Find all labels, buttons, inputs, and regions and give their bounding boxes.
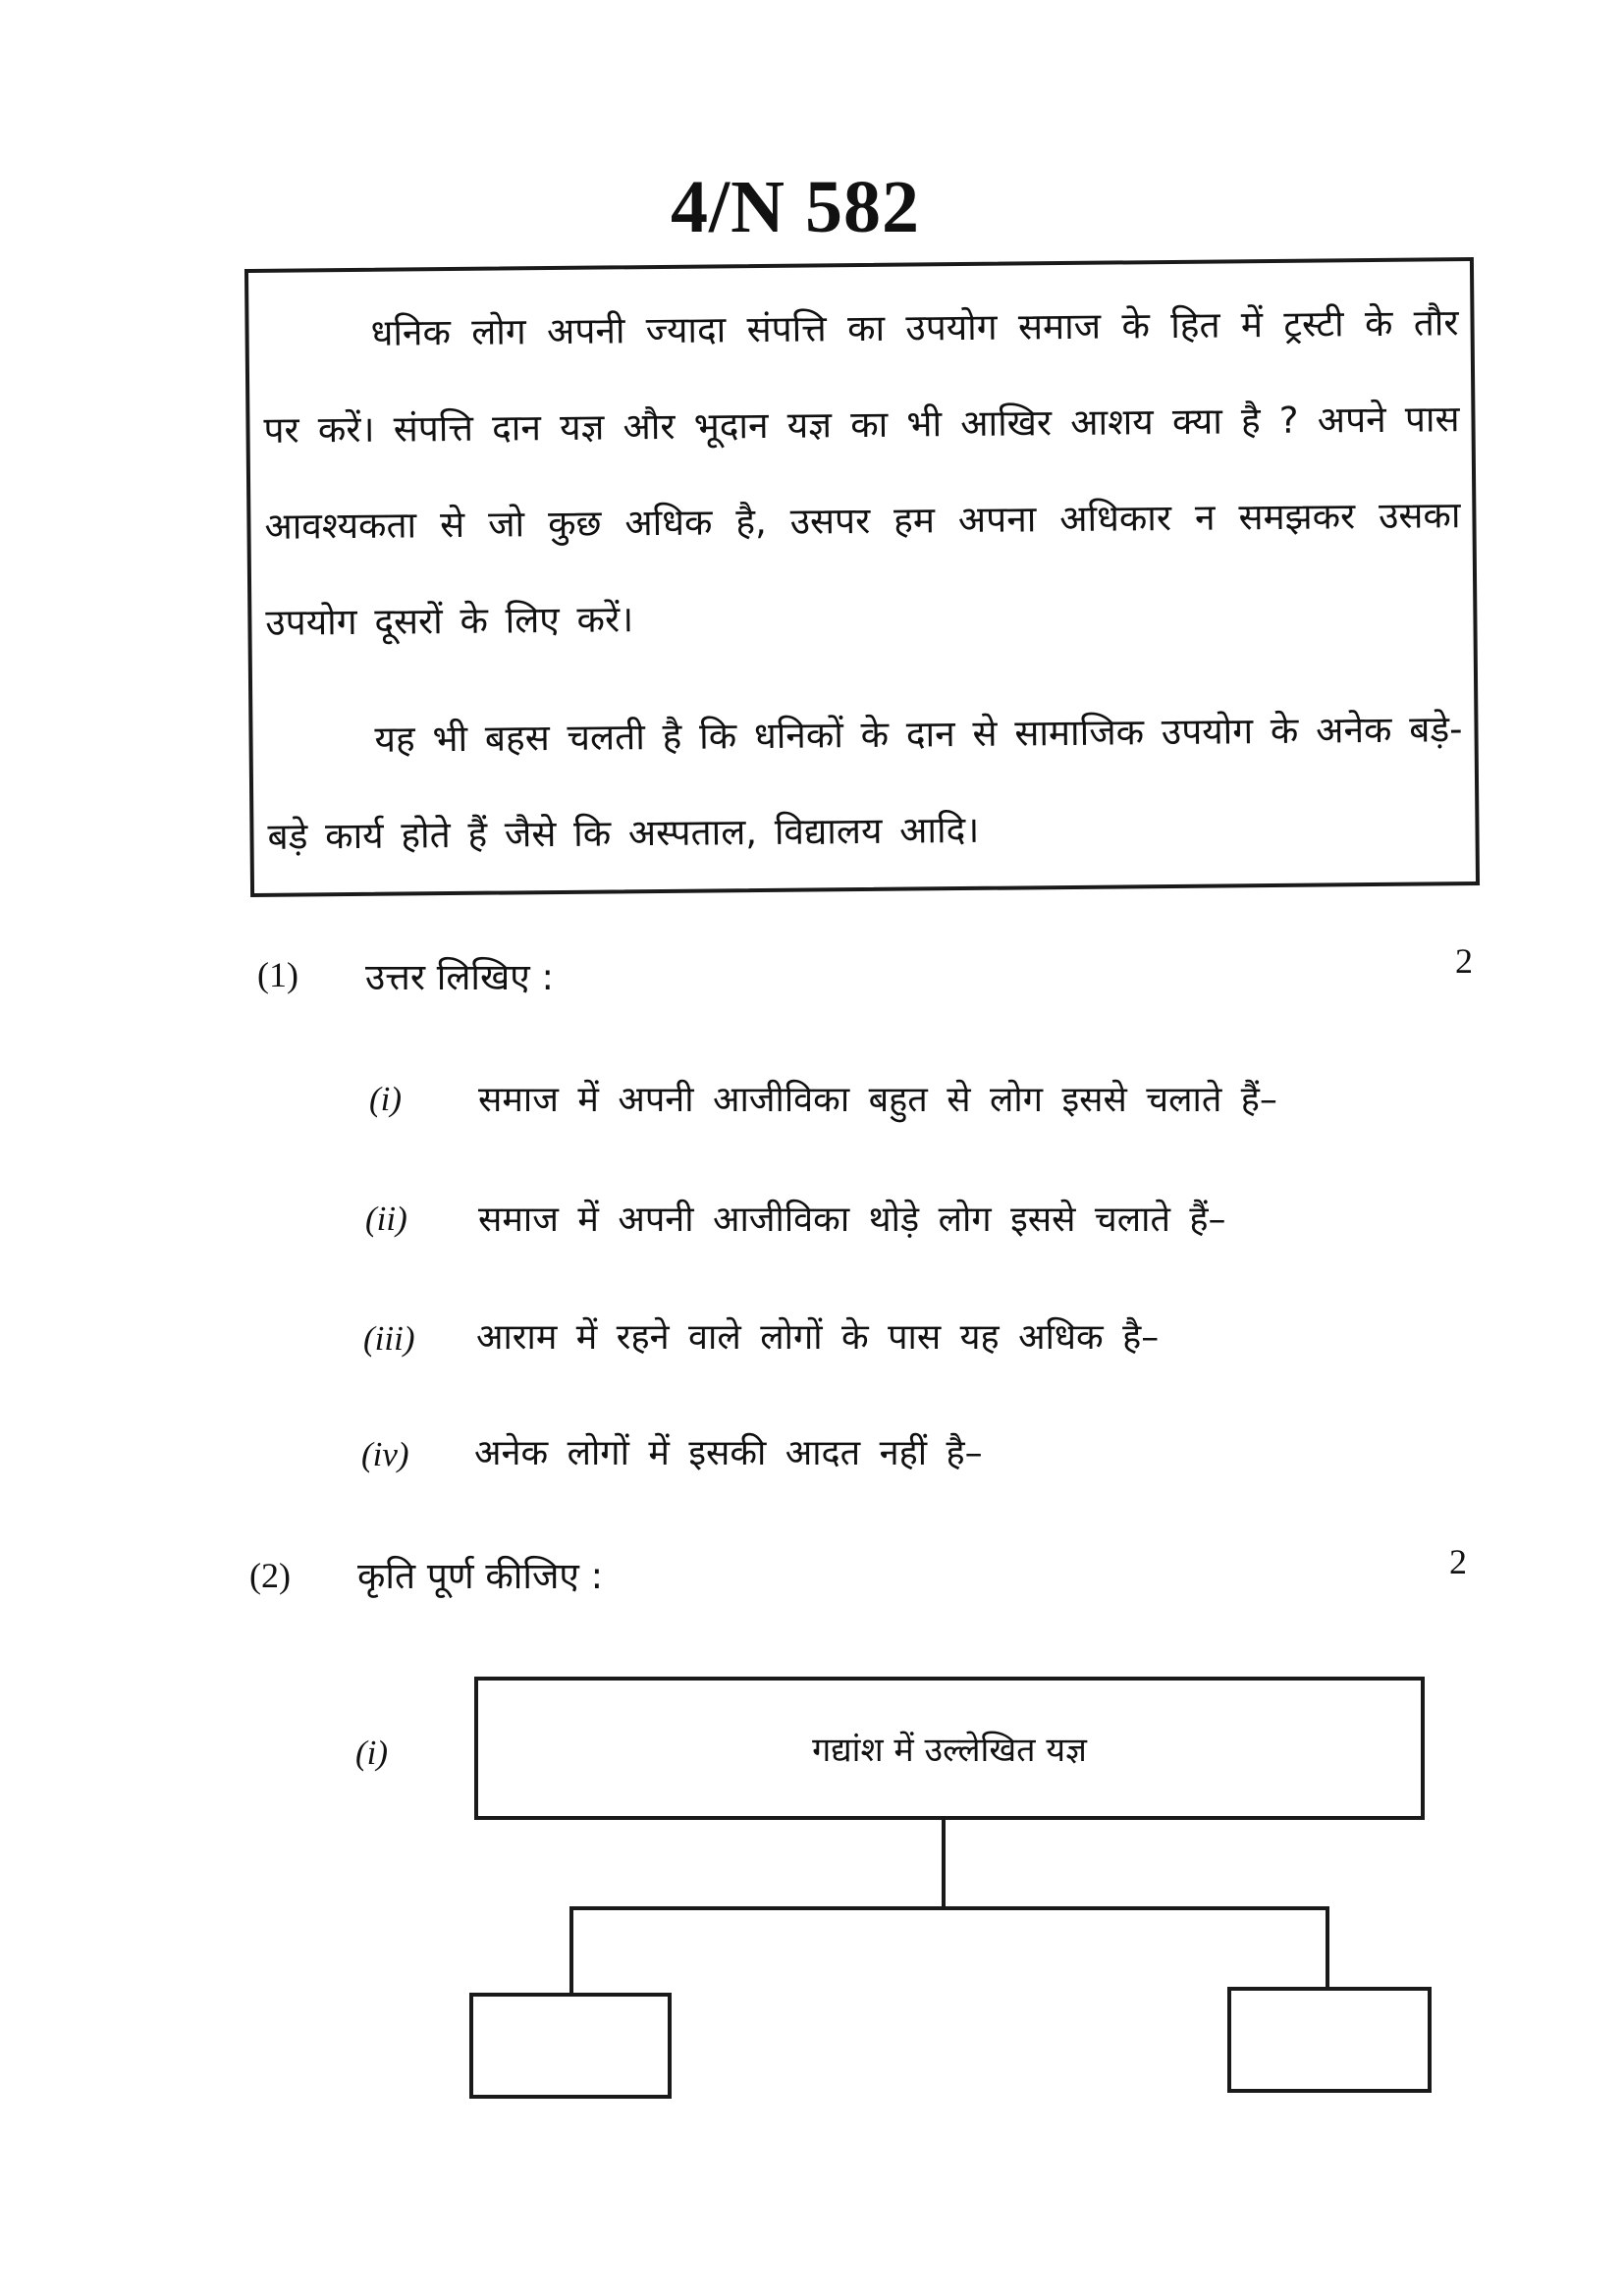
passage-paragraph-2: यह भी बहस चलती है कि धनिकों के दान से सामाजिक उपयोग के अनेक बड़े-बड़े कार्य होते हैं जैसे कि अस्पताल, विद्यालय आदि। xyxy=(267,708,1463,858)
question-1-marks: 2 xyxy=(1455,941,1473,981)
question-1-number: (1) xyxy=(257,955,298,994)
question-1-item-label: (iv) xyxy=(361,1435,409,1473)
question-2-sub-label: (i) xyxy=(355,1734,389,1772)
question-1-item-text: आराम में रहने वाले लोगों के पास यह अधिक है– xyxy=(476,1317,1160,1358)
answer-box-left[interactable] xyxy=(469,1993,672,2099)
diagram-connector-right xyxy=(1326,1906,1329,1989)
paper-code: 4/N 582 xyxy=(671,166,920,248)
diagram-connector-vertical xyxy=(942,1818,946,1908)
diagram-connector-left xyxy=(569,1906,573,1995)
question-2-marks: 2 xyxy=(1449,1542,1467,1581)
question-1-item-label: (iii) xyxy=(363,1319,415,1358)
question-2-instruction: कृति पूर्ण कीजिए : xyxy=(357,1555,604,1597)
question-1-instruction: उत्तर लिखिए : xyxy=(365,956,554,998)
diagram-connector-horizontal xyxy=(569,1906,1329,1910)
diagram-title-box xyxy=(474,1677,1425,1820)
answer-box-right[interactable] xyxy=(1227,1987,1432,2093)
question-1-item-text: समाज में अपनी आजीविका थोड़े लोग इससे चलाते हैं– xyxy=(478,1200,1226,1240)
question-2-number: (2) xyxy=(249,1556,291,1595)
question-1-item-text: अनेक लोगों में इसकी आदत नहीं है– xyxy=(474,1433,983,1473)
diagram-title: गद्यांश में उल्लेखित यज्ञ xyxy=(812,1731,1087,1770)
passage-box xyxy=(244,257,1480,897)
passage-paragraph-1: धनिक लोग अपनी ज्यादा संपत्ति का उपयोग समाज के हित में ट्रस्टी के तौर पर करें। संपत्ति दान यज्ञ और भूदान यज्ञ का भी आखिर आशय क्या है ? अपने पास आवश्यकता से जो कुछ अधिक है, उसपर हम अपना अधिकार न समझकर उसका उपयोग दूसरों के लिए करें। xyxy=(263,301,1461,644)
question-1-item-label: (i) xyxy=(369,1080,403,1118)
question-1-item-text: समाज में अपनी आजीविका बहुत से लोग इससे चलाते हैं– xyxy=(478,1080,1277,1120)
question-1-item-label: (ii) xyxy=(365,1200,407,1238)
